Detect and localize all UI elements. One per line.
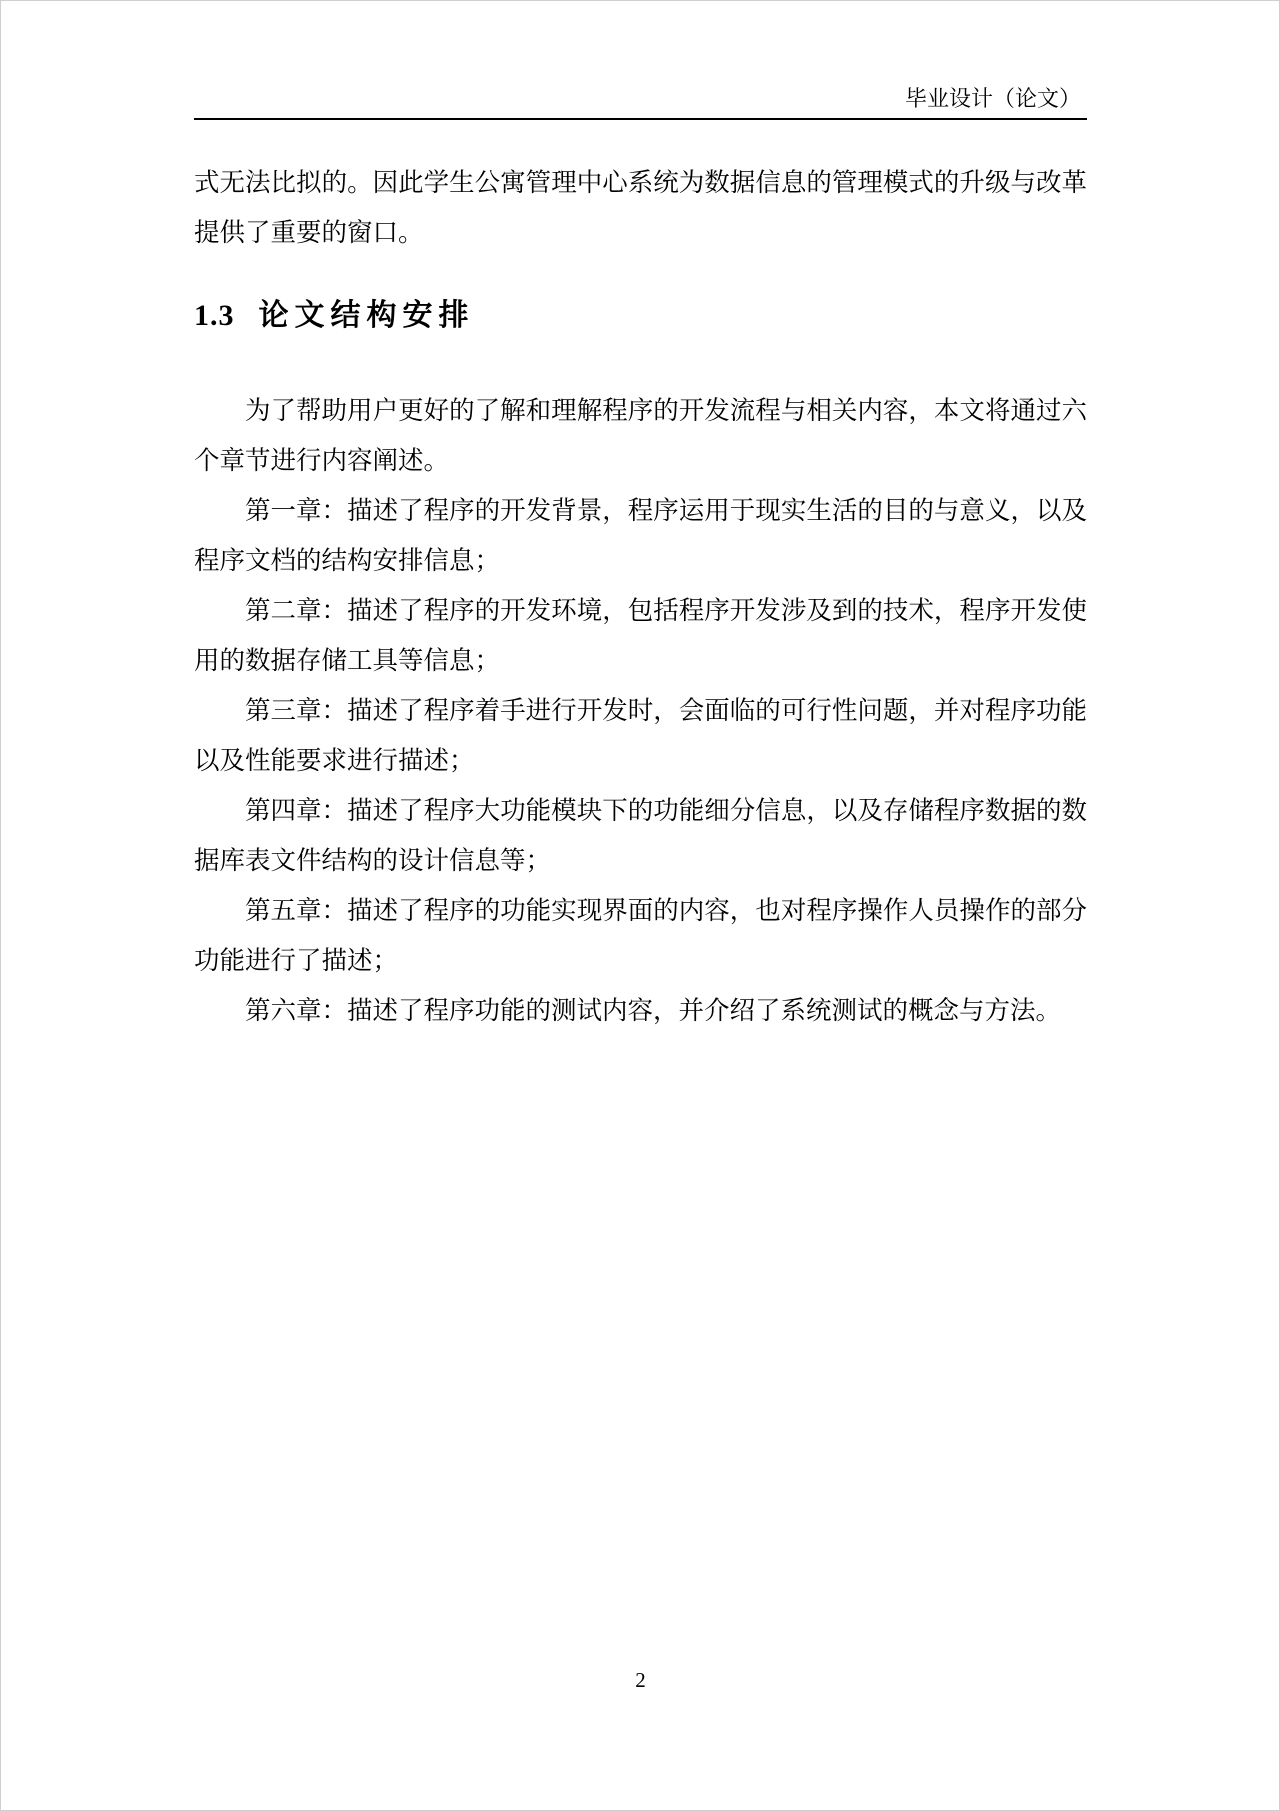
page-header-title: 毕业设计（论文） [904, 86, 1081, 111]
section-title: 论文结构安排 [258, 299, 475, 332]
body-paragraph: 第六章：描述了程序功能的测试内容，并介绍了系统测试的概念与方法。 [245, 996, 1062, 1025]
section-heading [194, 298, 475, 334]
body-paragraph: 第一章：描述了程序的开发背景，程序运用于现实生活的目的与意义，以及程序文档的结构安排信息； [194, 496, 1087, 575]
body-paragraph: 第三章：描述了程序着手进行开发时，会面临的可行性问题，并对程序功能以及性能要求进行描述； [194, 696, 1087, 775]
section-number: 1.3 [194, 299, 235, 332]
body-paragraph: 第五章：描述了程序的功能实现界面的内容，也对程序操作人员操作的部分功能进行了描述； [194, 896, 1087, 975]
body-paragraphs [194, 386, 1087, 1036]
body-paragraph: 第二章：描述了程序的开发环境，包括程序开发涉及到的技术，程序开发使用的数据存储工具等信息； [194, 596, 1087, 675]
intro-paragraph: 式无法比拟的。因此学生公寓管理中心系统为数据信息的管理模式的升级与改革提供了重要的窗口。 [194, 168, 1087, 247]
page-number: 2 [635, 1668, 646, 1692]
header-rule [194, 118, 1087, 120]
body-paragraph: 第四章：描述了程序大功能模块下的功能细分信息，以及存储程序数据的数据库表文件结构的设计信息等； [194, 796, 1087, 875]
body-paragraph: 为了帮助用户更好的了解和理解程序的开发流程与相关内容，本文将通过六个章节进行内容阐述。 [194, 396, 1087, 475]
